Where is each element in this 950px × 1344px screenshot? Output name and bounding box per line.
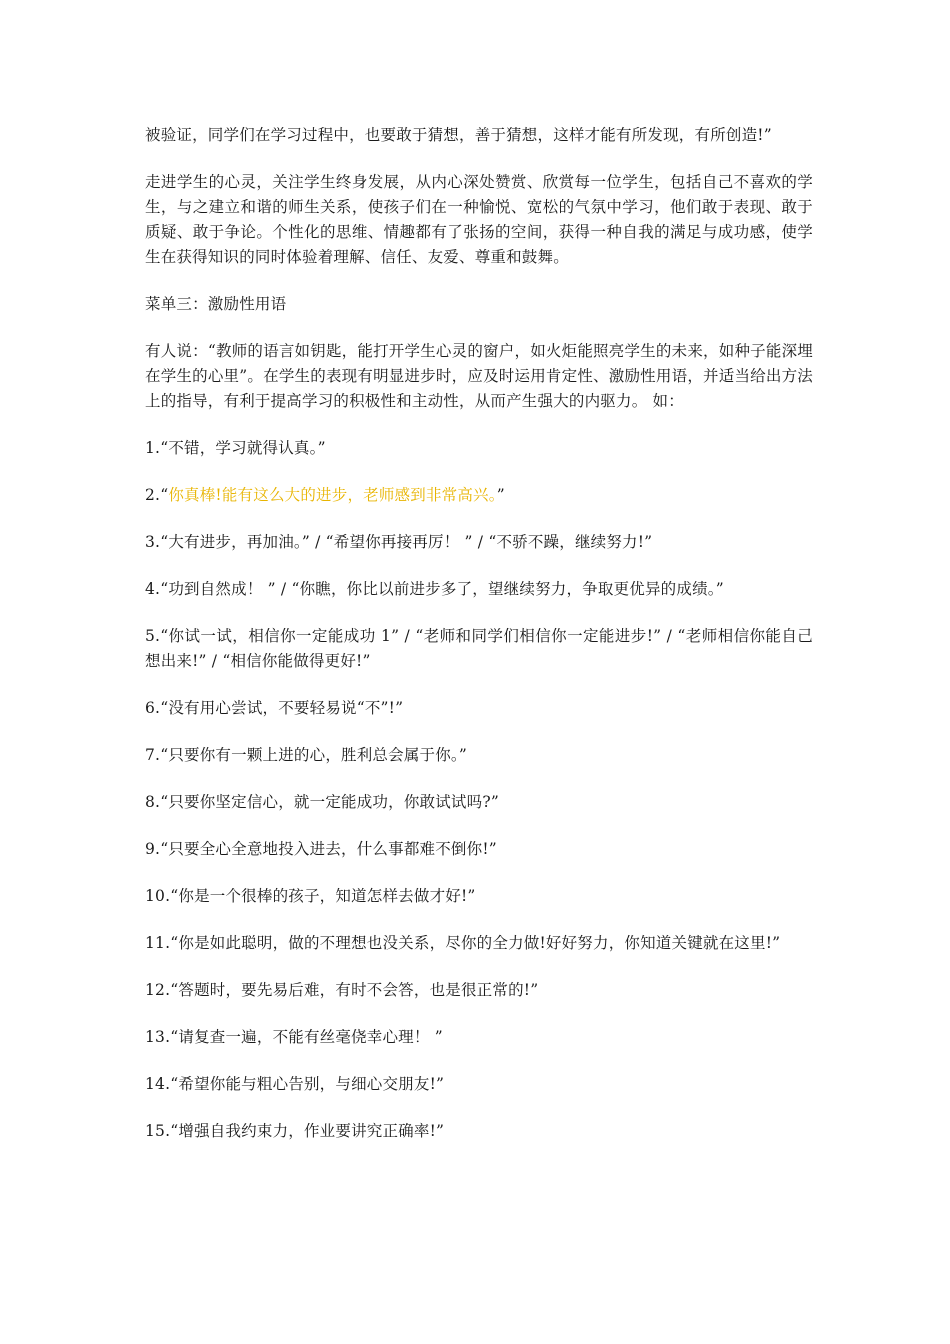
highlighted-text: 你真棒!能有这么大的进步，老师感到非常高兴。 — [168, 486, 497, 504]
list-item-14: 14.“希望你能与粗心告别，与细心交朋友!” — [145, 1075, 445, 1093]
list-item-10: 10.“你是一个很棒的孩子，知道怎样去做才好!” — [145, 887, 476, 905]
paragraph-student-heart: 走进学生的心灵，关注学生终身发展，从内心深处赞赏、欣赏每一位学生，包括自己不喜欢的学生，与之建立和谐的师生关系，使孩子们在一种愉悦、宽松的气氛中学习，他们敢于表现、敢于质疑、敢于争论。个性化的思维、情趣都有了张扬的空间，获得一种自我的满足与成功感，使学生在获得知识的同时体验着理解、信任、友爱、尊重和鼓舞。 — [145, 173, 813, 266]
paragraph-guess: 被验证，同学们在学习过程中，也要敢于猜想，善于猜想，这样才能有所发现，有所创造!” — [145, 126, 772, 144]
list-item-6: 6.“没有用心尝试，不要轻易说“不”!” — [145, 699, 404, 717]
document-page — [145, 123, 813, 1166]
list-item-1: 1.“不错，学习就得认真。” — [145, 439, 326, 457]
list-item-11: 11.“你是如此聪明，做的不理想也没关系，尽你的全力做!好好努力，你知道关键就在这里!” — [145, 934, 781, 952]
list-item-3: 3.“大有进步，再加油。” / “希望你再接再厉！ ” / “不骄不躁，继续努力!” — [145, 533, 653, 551]
list-item-5: 5.“你试一试，相信你一定能成功 1” / “老师和同学们相信你一定能进步!” / “老师相信你能自己想出来!” / “相信你能做得更好!” — [145, 627, 813, 670]
list-item-8: 8.“只要你坚定信心，就一定能成功，你敢试试吗?” — [145, 793, 499, 811]
list-item-2 — [145, 483, 813, 508]
list-item-15: 15.“增强自我约束力，作业要讲究正确率!” — [145, 1122, 445, 1140]
list-item-9: 9.“只要全心全意地投入进去，什么事都难不倒你!” — [145, 840, 497, 858]
list-item-7: 7.“只要你有一颗上进的心，胜利总会属于你。” — [145, 746, 467, 764]
paragraph-teacher-language: 有人说：“教师的语言如钥匙，能打开学生心灵的窗户，如火炬能照亮学生的未来，如种子能深埋在学生的心里”。在学生的表现有明显进步时，应及时运用肯定性、激励性用语，并适当给出方法上的指导，有利于提高学习的积极性和主动性，从而产生强大的内驱力。 如： — [145, 342, 813, 410]
list-item-2-prefix: 2.“ — [145, 486, 169, 504]
list-item-13: 13.“请复查一遍，不能有丝毫侥幸心理！ ” — [145, 1028, 443, 1046]
list-item-4: 4.“功到自然成！ ” / “你瞧，你比以前进步多了，望继续努力，争取更优异的成绩。” — [145, 580, 724, 598]
section-heading-menu-three: 菜单三：激励性用语 — [145, 295, 287, 313]
list-item-12: 12.“答题时，要先易后难，有时不会答，也是很正常的!” — [145, 981, 539, 999]
list-item-2-suffix: ” — [496, 486, 505, 504]
